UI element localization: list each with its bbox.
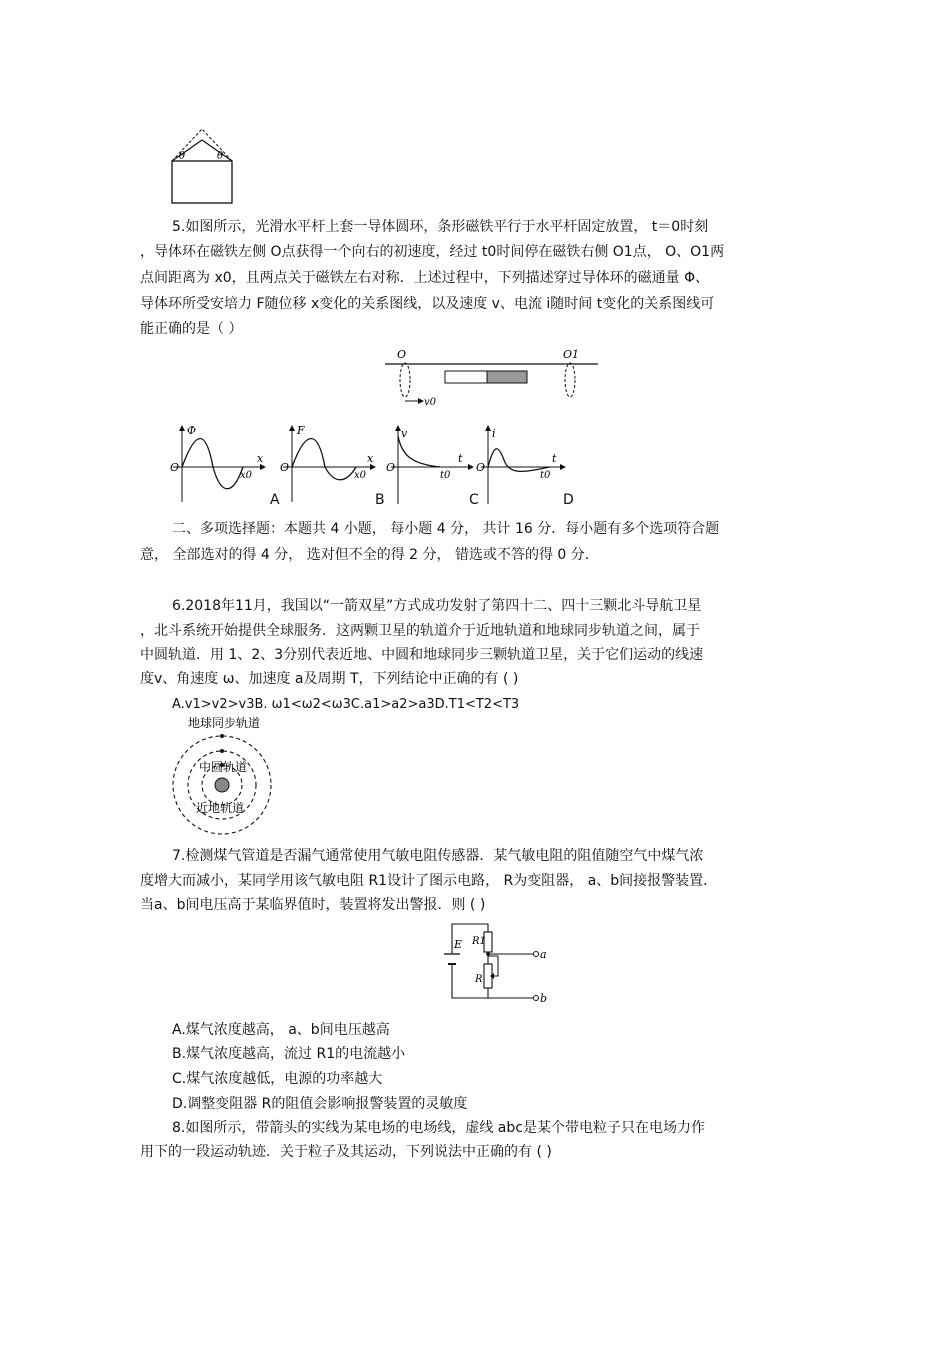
graph-d-label: D — [563, 492, 574, 508]
svg-text:x: x — [367, 452, 374, 465]
circuit-label-R: R — [475, 974, 483, 985]
box-string-figure — [165, 125, 240, 207]
svg-text:t0: t0 — [540, 470, 551, 481]
graph-b — [278, 424, 378, 504]
svg-text:θ: θ — [179, 151, 186, 162]
svg-text:O: O — [280, 461, 290, 474]
svg-text:t: t — [458, 452, 463, 465]
graph-d — [476, 424, 568, 506]
q8-line-1: 8.如图所示，带箭头的实线为某电场的电场线，虚线 abc是某个带电粒子只在电场力作 — [172, 1120, 705, 1136]
q5-line-4: 导体环所受安培力 F随位移 x变化的关系图线，以及速度 v、电流 i随时间 t变化的关系图线可 — [140, 296, 715, 312]
q5-line-3: 点间距离为 x0，且两点关于磁铁左右对称．上述过程中，下列描述穿过导体环的磁通量 Φ、 — [140, 270, 710, 286]
graph-a-label: A — [270, 492, 280, 508]
circuit-label-a: a — [540, 948, 547, 961]
svg-text:O: O — [476, 461, 486, 474]
q8-line-2: 用下的一段运动轨迹．关于粒子及其运动，下列说法中正确的有 ( ) — [140, 1144, 552, 1160]
graph-a — [168, 424, 268, 504]
label-v0: v0 — [424, 397, 437, 407]
q7-line-3: 当a、b间电压高于某临界值时，装置将发出警报．则 ( ) — [140, 897, 486, 913]
q7-option-d: D.调整变阻器 R的阻值会影响报警装置的灵敏度 — [172, 1096, 468, 1112]
label-O1: O1 — [563, 348, 580, 361]
q6-line-3: 中圆轨道．用 1、2、3分别代表近地、中圆和地球同步三颗轨道卫星，关于它们运动的线速 — [140, 647, 704, 663]
orbit-label-geo: 地球同步轨道 — [188, 716, 261, 730]
q7-line-2: 度增大而减小，某同学用该气敏电阻 R1设计了图示电路， R为变阻器， a、b间接报警装置． — [140, 873, 718, 889]
svg-text:v: v — [401, 427, 408, 440]
svg-text:O: O — [386, 461, 396, 474]
svg-text:x: x — [257, 452, 264, 465]
svg-text:x0: x0 — [240, 470, 253, 481]
q5-line-1: 5.如图所示，光滑水平杆上套一导体圆环，条形磁铁平行于水平杆固定放置， t＝0时刻 — [172, 219, 709, 235]
svg-text:t0: t0 — [440, 470, 451, 481]
svg-text:O: O — [170, 461, 180, 474]
q6-line-1: 6.2018年11月，我国以“一箭双星”方式成功发射了第四十二、四十三颗北斗导航卫星 — [172, 598, 702, 614]
svg-text:t: t — [552, 452, 557, 465]
svg-text:θ: θ — [217, 151, 224, 162]
q6-line-2: ，北斗系统开始提供全球服务．这两颗卫星的轨道介于近地轨道和地球同步轨道之间，属于 — [140, 623, 700, 639]
circuit-label-E: E — [454, 938, 463, 951]
q7-option-a: A.煤气浓度越高， a、b间电压越高 — [172, 1022, 390, 1038]
svg-text:i: i — [492, 427, 496, 440]
q7-option-b: B.煤气浓度越高，流过 R1的电流越小 — [172, 1046, 406, 1062]
svg-text:Φ: Φ — [187, 424, 197, 437]
circuit-label-R1: R1 — [472, 936, 486, 947]
orbit-label-mid: 中圆轨道 — [199, 760, 248, 774]
q6-options: A.v1>v2>v3B. ω1<ω2<ω3C.a1>a2>a3D.T1<T2<T3 — [172, 697, 520, 712]
q5-line-2: ，导体环在磁铁左侧 O点获得一个向右的初速度，经过 t0时间停在磁铁右侧 O1点， O、O1两 — [140, 244, 725, 260]
svg-text:F: F — [297, 424, 305, 437]
graph-c-label: C — [469, 492, 479, 508]
circuit-label-b: b — [540, 992, 548, 1004]
magnet-ring-figure — [380, 345, 600, 407]
q6-line-4: 度v、角速度 ω、加速度 a及周期 T，下列结论中正确的有 ( ) — [140, 671, 519, 687]
circuit-figure — [440, 918, 550, 1004]
label-O: O — [397, 348, 407, 361]
graph-b-label: B — [375, 492, 385, 508]
orbit-label-near: 近地轨道 — [196, 801, 245, 815]
graph-c — [386, 424, 476, 506]
svg-text:x0: x0 — [354, 470, 367, 481]
orbit-figure — [168, 714, 278, 836]
q5-line-5: 能正确的是（ ） — [140, 321, 243, 337]
q7-line-1: 7.检测煤气管道是否漏气通常使用气敏电阻传感器．某气敏电阻的阻值随空气中煤气浓 — [172, 848, 704, 864]
section2-line-2: 意， 全部选对的得 4 分， 选对但不全的得 2 分， 错选或不答的得 0 分. — [140, 547, 590, 563]
q7-option-c: C.煤气浓度越低，电源的功率越大 — [172, 1071, 383, 1087]
section2-line-1: 二、多项选择题：本题共 4 小题， 每小题 4 分， 共计 16 分．每小题有多个选项符合题 — [172, 521, 720, 537]
